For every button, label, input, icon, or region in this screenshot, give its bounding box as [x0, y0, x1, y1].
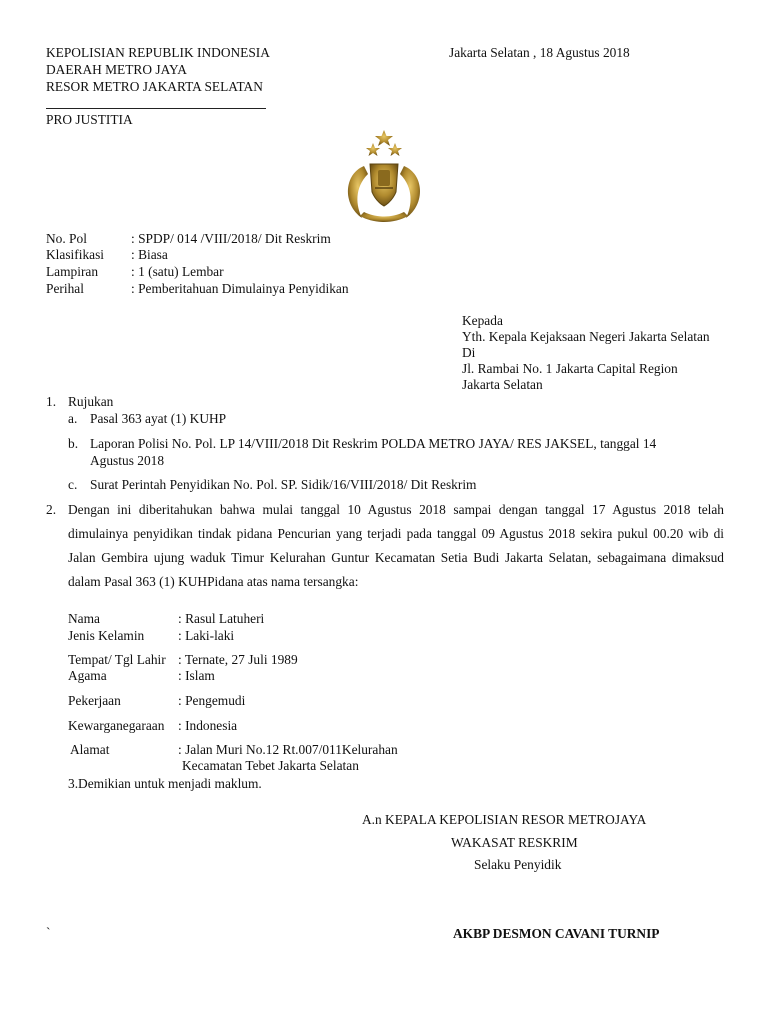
- org-line-1: KEPOLISIAN REPUBLIK INDONESIA: [46, 45, 270, 60]
- place-date: Jakarta Selatan , 18 Agustus 2018: [449, 45, 630, 60]
- suspect-nama-value: : Rasul Latuheri: [178, 611, 265, 626]
- suspect-ttl-label: Tempat/ Tgl Lahir: [68, 652, 166, 667]
- suspect-ttl-value: : Ternate, 27 Juli 1989: [178, 652, 298, 667]
- org-line-3: RESOR METRO JAKARTA SELATAN: [46, 79, 263, 94]
- police-emblem-icon: [334, 126, 434, 226]
- meta-value-lampiran: : 1 (satu) Lembar: [131, 264, 224, 279]
- rujukan-c-text: Surat Perintah Penyidikan No. Pol. SP. Sidik/16/VIII/2018/ Dit Reskrim: [90, 477, 477, 492]
- suspect-nama-label: Nama: [68, 611, 100, 626]
- rujukan-a-text: Pasal 363 ayat (1) KUHP: [90, 411, 227, 426]
- rujukan-b-text: Laporan Polisi No. Pol. LP 14/VIII/2018 Dit Reskrim POLDA METRO JAYA/ RES JAKSEL, tanggal 14 Agustus 2018: [90, 436, 657, 468]
- suspect-kewarganegaraan-value: : Indonesia: [178, 718, 238, 733]
- closing-statement: 3.Demikian untuk menjadi maklum.: [68, 776, 262, 791]
- suspect-alamat-value-1: : Jalan Muri No.12 Rt.007/011Kelurahan: [178, 742, 398, 757]
- rujukan-c-marker: c.: [68, 477, 78, 492]
- signature-line-3: Selaku Penyidik: [474, 857, 562, 872]
- recipient-line-3: Di: [462, 345, 476, 360]
- signature-line-2: WAKASAT RESKRIM: [451, 835, 578, 850]
- meta-key-klasifikasi: Klasifikasi: [46, 247, 105, 262]
- recipient-line-4: Jl. Rambai No. 1 Jakarta Capital Region: [462, 361, 678, 376]
- meta-key-perihal: Perihal: [46, 281, 84, 296]
- section-2-paragraph: Dengan ini diberitahukan bahwa mulai tanggal 10 Agustus 2018 sampai dengan tanggal 17 Agustus 2018 telah dimulainya penyidikan tindak pidana Pencurian yang terjadi pada tanggal 09 Agustus 2018 sekira pukul 00.20 wib di Jalan Gembira ujung waduk Timur Kelurahan Guntur Kecamatan Setia Budi Jakarta Selatan, sebagaimana dimaksud dalam Pasal 363 (1) KUHPidana atas nama tersangka:: [68, 502, 724, 589]
- meta-value-no-pol: : SPDP/ 014 /VIII/2018/ Dit Reskrim: [131, 231, 331, 246]
- suspect-pekerjaan-label: Pekerjaan: [68, 693, 121, 708]
- signatory-name: AKBP DESMON CAVANI TURNIP: [453, 926, 660, 941]
- section-1-number: 1.: [46, 394, 57, 409]
- suspect-alamat-value-2: Kecamatan Tebet Jakarta Selatan: [182, 758, 359, 773]
- section-2-number: 2.: [46, 502, 57, 517]
- org-line-2: DAERAH METRO JAYA: [46, 62, 187, 77]
- suspect-kewarganegaraan-label: Kewarganegaraan: [68, 718, 165, 733]
- recipient-line-5: Jakarta Selatan: [462, 377, 543, 392]
- pro-justitia: PRO JUSTITIA: [46, 112, 133, 127]
- suspect-agama-label: Agama: [68, 668, 107, 683]
- header-divider: [46, 108, 266, 109]
- meta-value-klasifikasi: : Biasa: [131, 247, 168, 262]
- meta-key-no-pol: No. Pol: [46, 231, 87, 246]
- signature-line-1: A.n KEPALA KEPOLISIAN RESOR METROJAYA: [362, 812, 647, 827]
- suspect-alamat-label: Alamat: [70, 742, 110, 757]
- suspect-jk-value: : Laki-laki: [178, 628, 235, 643]
- suspect-jk-label: Jenis Kelamin: [68, 628, 145, 643]
- rujukan-b-marker: b.: [68, 436, 79, 451]
- stray-tick-mark: `: [46, 925, 51, 940]
- meta-key-lampiran: Lampiran: [46, 264, 99, 279]
- recipient-line-1: Kepada: [462, 313, 503, 328]
- recipient-line-2: Yth. Kepala Kejaksaan Negeri Jakarta Selatan: [462, 329, 710, 344]
- suspect-pekerjaan-value: : Pengemudi: [178, 693, 246, 708]
- meta-value-perihal: : Pemberitahuan Dimulainya Penyidikan: [131, 281, 349, 296]
- rujukan-a-marker: a.: [68, 411, 78, 426]
- suspect-agama-value: : Islam: [178, 668, 215, 683]
- section-1-title: Rujukan: [68, 394, 114, 409]
